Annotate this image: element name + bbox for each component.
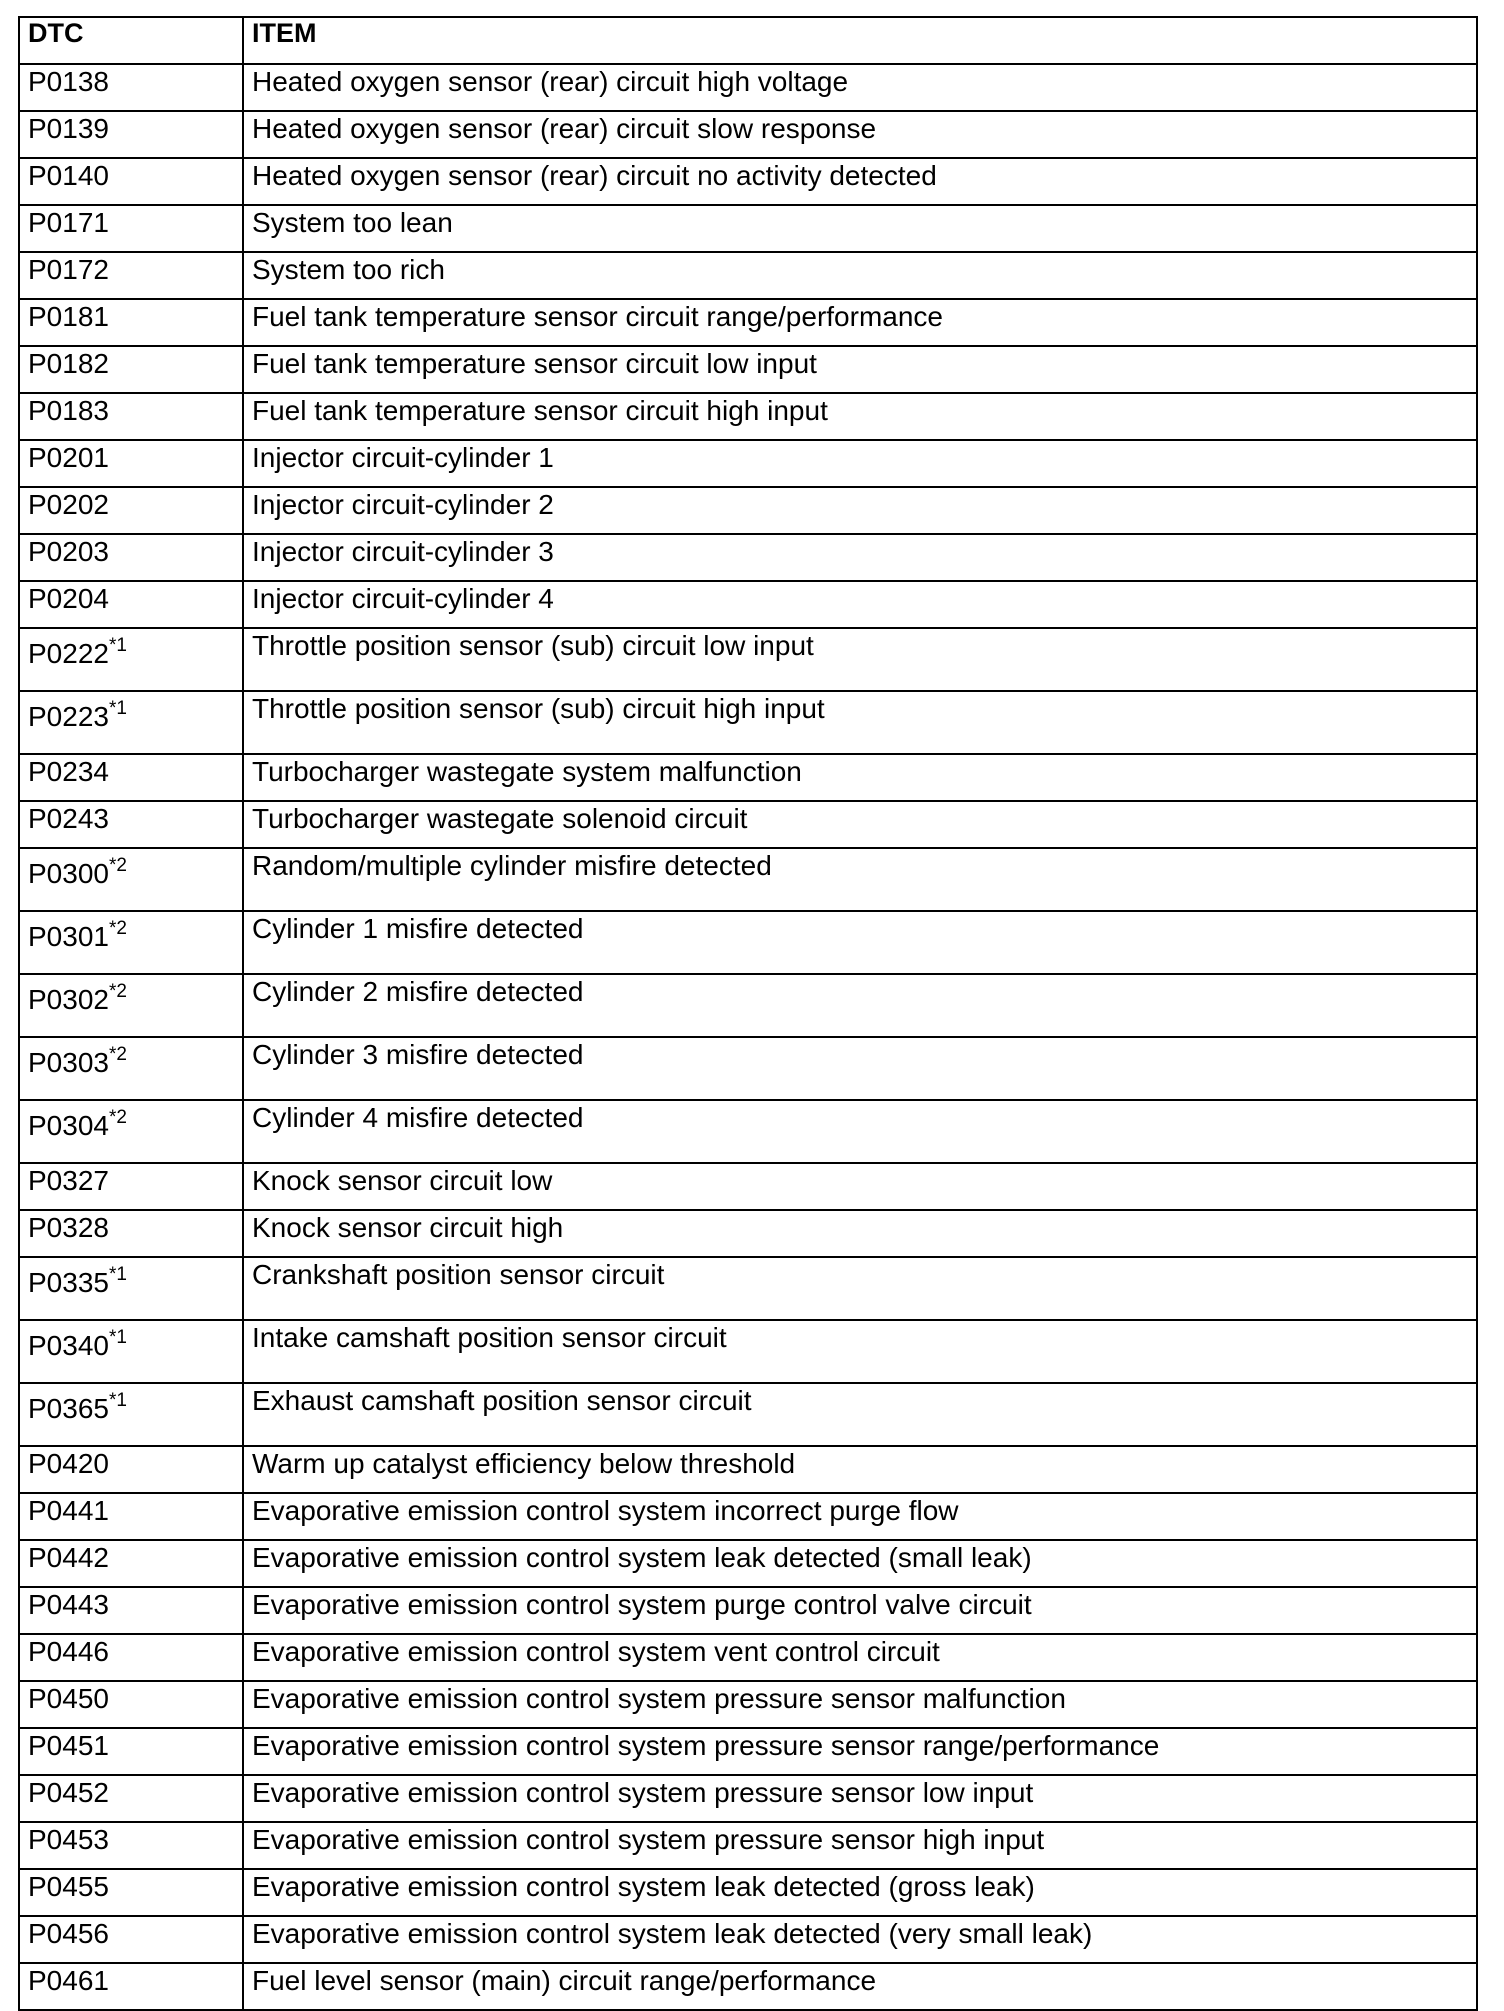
table-row xyxy=(19,487,1477,534)
item-description: Cylinder 2 misfire detected xyxy=(243,974,1477,1037)
item-description: Evaporative emission control system leak detected (small leak) xyxy=(243,1540,1477,1587)
dtc-code-cell xyxy=(19,205,243,252)
table-row xyxy=(19,911,1477,974)
item-description: Throttle position sensor (sub) circuit low input xyxy=(243,628,1477,691)
dtc-code: P0172 xyxy=(28,254,109,285)
dtc-code-cell xyxy=(19,1963,243,2010)
table-row xyxy=(19,205,1477,252)
dtc-code-cell xyxy=(19,1916,243,1963)
dtc-code-cell xyxy=(19,1383,243,1446)
dtc-code-cell xyxy=(19,1163,243,1210)
header-dtc: DTC xyxy=(19,17,243,64)
item-description: Warm up catalyst efficiency below threshold xyxy=(243,1446,1477,1493)
table-row xyxy=(19,1916,1477,1963)
dtc-code-cell xyxy=(19,1587,243,1634)
table-row xyxy=(19,1540,1477,1587)
table-row xyxy=(19,1037,1477,1100)
item-description: Evaporative emission control system pressure sensor malfunction xyxy=(243,1681,1477,1728)
dtc-code-cell xyxy=(19,801,243,848)
dtc-code-cell xyxy=(19,581,243,628)
dtc-code: P0441 xyxy=(28,1495,109,1526)
item-description: Fuel tank temperature sensor circuit high input xyxy=(243,393,1477,440)
table-row xyxy=(19,1869,1477,1916)
footnote-marker: *2 xyxy=(108,854,127,876)
dtc-code: P0327 xyxy=(28,1165,109,1196)
dtc-code: P0443 xyxy=(28,1589,109,1620)
dtc-code-cell xyxy=(19,1493,243,1540)
dtc-code-cell xyxy=(19,299,243,346)
dtc-code: P0139 xyxy=(28,113,109,144)
dtc-code: P0201 xyxy=(28,442,109,473)
table-row xyxy=(19,1320,1477,1383)
footnote-marker: *2 xyxy=(108,1106,127,1128)
table-row xyxy=(19,1681,1477,1728)
table-row xyxy=(19,628,1477,691)
item-description: Evaporative emission control system pressure sensor high input xyxy=(243,1822,1477,1869)
dtc-code: P0301 xyxy=(28,921,109,952)
table-row xyxy=(19,1963,1477,2010)
dtc-code: P0203 xyxy=(28,536,109,567)
dtc-code: P0365 xyxy=(28,1393,109,1424)
dtc-code: P0456 xyxy=(28,1918,109,1949)
table-row xyxy=(19,1383,1477,1446)
table-row xyxy=(19,1446,1477,1493)
item-description: Evaporative emission control system leak detected (gross leak) xyxy=(243,1869,1477,1916)
dtc-table xyxy=(18,16,1478,2011)
table-row xyxy=(19,581,1477,628)
item-description: Exhaust camshaft position sensor circuit xyxy=(243,1383,1477,1446)
dtc-code-cell xyxy=(19,1540,243,1587)
item-description: Knock sensor circuit low xyxy=(243,1163,1477,1210)
item-description: Evaporative emission control system pressure sensor range/performance xyxy=(243,1728,1477,1775)
dtc-code-cell xyxy=(19,628,243,691)
item-description: Evaporative emission control system incorrect purge flow xyxy=(243,1493,1477,1540)
item-description: Injector circuit-cylinder 4 xyxy=(243,581,1477,628)
item-description: Injector circuit-cylinder 2 xyxy=(243,487,1477,534)
dtc-code-cell xyxy=(19,1775,243,1822)
dtc-code-cell xyxy=(19,754,243,801)
table-row xyxy=(19,1822,1477,1869)
item-description: System too rich xyxy=(243,252,1477,299)
dtc-code-cell xyxy=(19,158,243,205)
table-row xyxy=(19,111,1477,158)
dtc-code-cell xyxy=(19,252,243,299)
dtc-code: P0300 xyxy=(28,858,109,889)
dtc-code: P0222 xyxy=(28,638,109,669)
table-row xyxy=(19,1728,1477,1775)
item-description: Evaporative emission control system vent control circuit xyxy=(243,1634,1477,1681)
table-row xyxy=(19,252,1477,299)
table-row xyxy=(19,1100,1477,1163)
item-description: Fuel tank temperature sensor circuit range/performance xyxy=(243,299,1477,346)
dtc-code-cell xyxy=(19,1681,243,1728)
dtc-code-cell xyxy=(19,1822,243,1869)
dtc-code: P0234 xyxy=(28,756,109,787)
dtc-code-cell xyxy=(19,691,243,754)
table-row xyxy=(19,1493,1477,1540)
dtc-code: P0182 xyxy=(28,348,109,379)
item-description: Knock sensor circuit high xyxy=(243,1210,1477,1257)
dtc-code: P0446 xyxy=(28,1636,109,1667)
dtc-code: P0304 xyxy=(28,1110,109,1141)
header-row xyxy=(19,17,1477,64)
item-description: Evaporative emission control system pressure sensor low input xyxy=(243,1775,1477,1822)
dtc-code: P0204 xyxy=(28,583,109,614)
item-description: Injector circuit-cylinder 1 xyxy=(243,440,1477,487)
table-row xyxy=(19,974,1477,1037)
dtc-code: P0303 xyxy=(28,1047,109,1078)
dtc-code: P0140 xyxy=(28,160,109,191)
table-row xyxy=(19,346,1477,393)
dtc-code-cell xyxy=(19,393,243,440)
dtc-code-cell xyxy=(19,346,243,393)
table-row xyxy=(19,1163,1477,1210)
item-description: Turbocharger wastegate system malfunction xyxy=(243,754,1477,801)
dtc-code-cell xyxy=(19,974,243,1037)
table-row xyxy=(19,691,1477,754)
item-description: Throttle position sensor (sub) circuit high input xyxy=(243,691,1477,754)
table-row xyxy=(19,801,1477,848)
item-description: Random/multiple cylinder misfire detected xyxy=(243,848,1477,911)
dtc-code: P0340 xyxy=(28,1330,109,1361)
table-row xyxy=(19,1257,1477,1320)
dtc-code-cell xyxy=(19,1257,243,1320)
dtc-code-cell xyxy=(19,1320,243,1383)
dtc-code-cell xyxy=(19,440,243,487)
dtc-code: P0243 xyxy=(28,803,109,834)
item-description: Evaporative emission control system purge control valve circuit xyxy=(243,1587,1477,1634)
dtc-code: P0183 xyxy=(28,395,109,426)
item-description: Fuel level sensor (main) circuit range/performance xyxy=(243,1963,1477,2010)
item-description: Crankshaft position sensor circuit xyxy=(243,1257,1477,1320)
dtc-code-cell xyxy=(19,64,243,111)
footnote-marker: *1 xyxy=(108,697,127,719)
item-description: Heated oxygen sensor (rear) circuit slow response xyxy=(243,111,1477,158)
table-row xyxy=(19,440,1477,487)
dtc-code: P0181 xyxy=(28,301,109,332)
item-description: Fuel tank temperature sensor circuit low input xyxy=(243,346,1477,393)
footnote-marker: *1 xyxy=(108,1326,127,1348)
table-row xyxy=(19,158,1477,205)
table-row xyxy=(19,1634,1477,1681)
footnote-marker: *2 xyxy=(108,917,127,939)
dtc-code-cell xyxy=(19,1100,243,1163)
dtc-code-cell xyxy=(19,1446,243,1493)
table-row xyxy=(19,534,1477,581)
table-body xyxy=(19,64,1477,2010)
table-row xyxy=(19,299,1477,346)
dtc-code-cell xyxy=(19,911,243,974)
dtc-code: P0461 xyxy=(28,1965,109,1996)
item-description: Heated oxygen sensor (rear) circuit high voltage xyxy=(243,64,1477,111)
item-description: System too lean xyxy=(243,205,1477,252)
dtc-code-cell xyxy=(19,1634,243,1681)
footnote-marker: *2 xyxy=(108,980,127,1002)
dtc-code: P0171 xyxy=(28,207,109,238)
footnote-marker: *1 xyxy=(108,1263,127,1285)
item-description: Turbocharger wastegate solenoid circuit xyxy=(243,801,1477,848)
table-row xyxy=(19,754,1477,801)
dtc-code: P0202 xyxy=(28,489,109,520)
footnote-marker: *1 xyxy=(108,634,127,656)
item-description: Injector circuit-cylinder 3 xyxy=(243,534,1477,581)
dtc-code-cell xyxy=(19,534,243,581)
dtc-code-cell xyxy=(19,1728,243,1775)
dtc-code-cell xyxy=(19,111,243,158)
footnote-marker: *1 xyxy=(108,1389,127,1411)
dtc-code: P0442 xyxy=(28,1542,109,1573)
table-row xyxy=(19,1775,1477,1822)
dtc-code-cell xyxy=(19,487,243,534)
item-description: Evaporative emission control system leak detected (very small leak) xyxy=(243,1916,1477,1963)
dtc-code: P0138 xyxy=(28,66,109,97)
dtc-code-cell xyxy=(19,848,243,911)
dtc-code: P0455 xyxy=(28,1871,109,1902)
dtc-code-cell xyxy=(19,1869,243,1916)
dtc-code: P0328 xyxy=(28,1212,109,1243)
item-description: Cylinder 4 misfire detected xyxy=(243,1100,1477,1163)
dtc-code: P0450 xyxy=(28,1683,109,1714)
item-description: Intake camshaft position sensor circuit xyxy=(243,1320,1477,1383)
dtc-code-cell xyxy=(19,1037,243,1100)
footnote-marker: *2 xyxy=(108,1043,127,1065)
dtc-code: P0452 xyxy=(28,1777,109,1808)
item-description: Heated oxygen sensor (rear) circuit no activity detected xyxy=(243,158,1477,205)
table-row xyxy=(19,393,1477,440)
dtc-code: P0302 xyxy=(28,984,109,1015)
dtc-code: P0335 xyxy=(28,1267,109,1298)
dtc-code-cell xyxy=(19,1210,243,1257)
dtc-code: P0420 xyxy=(28,1448,109,1479)
table-row xyxy=(19,1587,1477,1634)
header-item: ITEM xyxy=(243,17,1477,64)
dtc-code: P0451 xyxy=(28,1730,109,1761)
table-row xyxy=(19,64,1477,111)
item-description: Cylinder 3 misfire detected xyxy=(243,1037,1477,1100)
dtc-code: P0453 xyxy=(28,1824,109,1855)
table-row xyxy=(19,848,1477,911)
dtc-code: P0223 xyxy=(28,701,109,732)
item-description: Cylinder 1 misfire detected xyxy=(243,911,1477,974)
table-row xyxy=(19,1210,1477,1257)
